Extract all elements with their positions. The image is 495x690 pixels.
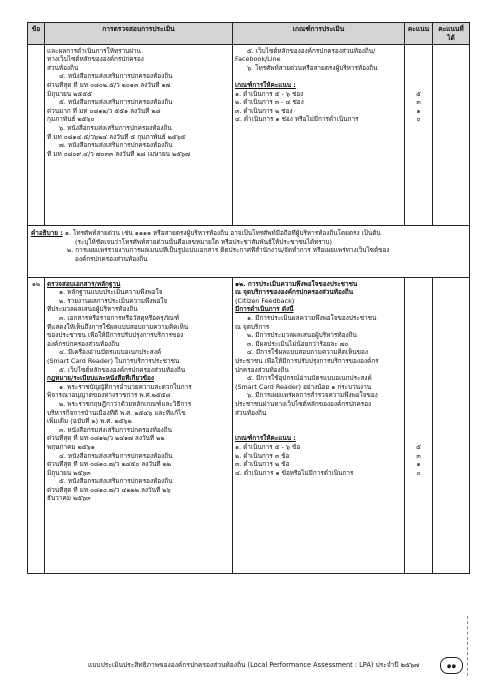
score-value: ๑	[416, 460, 421, 469]
page-footer	[88, 656, 478, 676]
topic-line: ทางเว็บไซต์หลักขององค์กรปกครอง	[47, 55, 144, 64]
topic-line: ด่วนมาก ที่ มท ๐๘๑๒/ว ๕๕๑ ลงวันที่ ๒๘	[47, 106, 161, 115]
criteria-line: ๑. มีการประเมินผลความพึงพอใจของประชาชน	[247, 314, 377, 322]
row-criteria-cell	[233, 278, 405, 574]
criteria-line: Facebook/Line	[235, 55, 281, 64]
criteria-item: ๑. ดำเนินการ ๕ - ๖ ข้อ	[235, 442, 301, 451]
topic-line: ๓. เอกสารหรือรายการหรือวัสดุหรือครุภัณฑ์	[59, 314, 180, 322]
topic-line: พฤษภาคม ๒๕๖๑	[47, 442, 95, 451]
criteria-subheading: มีการดำเนินการ ดังนี้	[235, 305, 294, 314]
row-score-cell	[405, 45, 433, 226]
criteria-line: ๔. มีการใช้ผลแบบสอบถามความคิดเห็นของ	[247, 348, 369, 357]
criteria-line: ๖. โทรศัพท์สายด่วนหรือสายตรงผู้บริหารท้องถิ่น	[247, 63, 378, 72]
criteria-line: ประชาชนผ่านทางเว็บไซต์หลักขององค์กรปกครอง	[235, 399, 372, 408]
note-line: (ระบุให้ชัดเจนว่าโทรศัพท์สายด่วนนั้นคือเลขหมายใด หรือประชาสัมพันธ์ให้ประชาชนได้ทราบ)	[75, 237, 332, 246]
note-line: ๑. โทรศัพท์สายด่วน เช่น ๑๑๑๑ หรือสายตรงผู้บริหารท้องถิ่น อาจเป็นโทรศัพท์มือถือที่ผู้บริหารท้องถิ่นโดยตรง เป็นต้น	[64, 229, 381, 238]
margin-guide	[467, 616, 468, 676]
header-topic: การตรวจสอบการประเมิน	[45, 23, 233, 45]
criteria-heading: เกณฑ์การให้คะแนน :	[235, 81, 296, 89]
criteria-title: ๑๒. การประเมินความพึงพอใจของประชาชน	[235, 279, 358, 288]
score-value: ๑	[416, 106, 421, 115]
topic-line: ด่วนที่สุด ที่ มท ๐๘๑๐.๗/ว ๒๔๕๐ ลงวันที่ ๒๒	[47, 460, 171, 469]
criteria-title: (Citizen Feedback)	[235, 296, 295, 305]
criteria-item: ๔. ดำเนินการ ๑ ช่อง หรือไม่มีการดำเนินการ	[235, 115, 359, 124]
topic-line: ด่วนที่สุด ที่ มท ๐๘๐๒.๕/ว ๒๐๑๓ ลงวันที่ ๑๗	[47, 81, 171, 89]
topic-line: บริหารกิจการบ้านเมืองที่ดี พ.ศ. ๒๕๔๖ และที่แก้ไข	[47, 408, 186, 417]
note-line: ๒. การเผยแพร่รายงานการผลเมนบที่เป็นรูปแบบเอกสาร ติดประกาศที่สำนักงาน/จัดทำการ หรือเผยแพร่ทางเว็บไซต์ของ	[67, 246, 390, 255]
note-line: องค์กรปกครองส่วนท้องถิ่น	[75, 254, 148, 263]
topic-line: ส่วนท้องถิ่น	[47, 63, 79, 72]
header-row	[28, 23, 470, 45]
topic-line: พิจารณาอนุญาตของทางราชการ พ.ศ.๒๕๕๘	[47, 391, 171, 400]
row-no-cell	[28, 45, 45, 226]
page-number-badge: ๑๑	[440, 657, 463, 674]
topic-line: ๑. พระราชบัญญัติการอำนวยความสะดวกในการ	[59, 382, 192, 391]
criteria-item: ๓. ดำเนินการ ๒ ข้อ	[235, 460, 290, 469]
note-label: คำอธิบาย :	[31, 229, 63, 238]
topic-line: ๑. หลักฐานแบบประเมินความพึงพอใจ	[59, 288, 163, 297]
topic-line: มิถุนายน ๒๕๕๕	[47, 89, 92, 98]
topic-line: ของประชาชน เพื่อให้มีการปรับปรุงการบริการของ	[47, 331, 184, 340]
topic-line: (Smart Card Reader) ในการบริการประชาชน	[47, 356, 180, 365]
header-score: คะแนน	[405, 23, 433, 45]
topic-line: และผลการดำเนินการให้ทราบผ่าน	[47, 46, 141, 55]
topic-line: ๔. หนังสือกรมส่งเสริมการปกครองท้องถิ่น	[59, 451, 173, 460]
row-topic-cell	[45, 45, 233, 226]
score-value: ๐	[416, 468, 421, 477]
criteria-line: ประชาชน เพื่อให้มีการปรับปรุงการบริการขององค์กร	[235, 356, 379, 365]
header-got: คะแนนที่ได้	[433, 23, 470, 45]
note-cell	[28, 226, 470, 278]
criteria-title: ณ จุดบริการขององค์กรปกครองส่วนท้องถิ่น	[235, 288, 354, 297]
score-value: ๕	[416, 442, 421, 451]
criteria-line: ๒. มีการประมวลผลเสนอผู้บริหารท้องถิ่น	[247, 331, 357, 340]
topic-line: ธันวาคม ๒๕๖๓	[47, 494, 91, 503]
assessment-table-page	[27, 22, 469, 574]
criteria-item: ๓. ดำเนินการ ๒ ช่อง	[235, 106, 293, 115]
table-row-11-cont	[28, 45, 470, 226]
note-row	[28, 226, 470, 278]
topic-line: ๓. หนังสือกรมส่งเสริมการปกครองท้องถิ่น	[59, 425, 173, 434]
topic-line: ที่ประมวลผลเสนอผู้บริหารท้องถิ่น	[47, 305, 138, 314]
score-value: ๕	[416, 89, 421, 98]
row-got-cell	[433, 278, 470, 574]
criteria-heading: เกณฑ์การให้คะแนน :	[235, 434, 296, 443]
topic-heading: ตรวจสอบเอกสาร/หลักฐาน	[47, 279, 121, 288]
topic-line: กุมภาพันธ์ ๒๕๖๐	[47, 115, 95, 124]
topic-line: มิถุนายน ๒๕๖๓	[47, 468, 91, 477]
criteria-line: ๖. มีการเผยแพร่ผลการสำรวจความพึงพอใจของ	[247, 391, 378, 400]
topic-line: ๒. พระราชกฤษฎีกาว่าด้วยหลักเกณฑ์และวิธีการ	[59, 399, 192, 408]
row-got-cell	[433, 45, 470, 226]
criteria-line: ๕. เว็บไซต์หลักขององค์กรปกครองส่วนท้องถิ่น/	[247, 46, 376, 55]
topic-line: ๖. หนังสือกรมส่งเสริมการปกครองท้องถิ่น	[59, 123, 172, 132]
criteria-line: ๕. มีการใช้อุปกรณ์อ่านบัตรแบบอเนกประสงค์	[247, 374, 372, 383]
topic-line: ๕. หนังสือกรมส่งเสริมการปกครองท้องถิ่น	[59, 98, 173, 107]
row-score-cell	[405, 278, 433, 574]
topic-line: เพิ่มเติม (ฉบับที่ ๒) พ.ศ. ๒๕๖๒	[47, 417, 132, 426]
topic-line: ด่วนที่สุด ที่ มท ๐๘๑๒/ว ๒๔๑๗ ลงวันที่ ๒๒	[47, 434, 165, 443]
criteria-line: (Smart Card Reader) อย่างน้อย ๑ กระบวนงาน	[235, 382, 372, 391]
topic-line: ที่ มท ๐๘๐๙.๔/ว ๗๐๓๓ ลงวันที่ ๒๘ เมษายน ๒๕๖๗	[47, 149, 190, 158]
topic-line: ๔. มีเครื่องอ่านบัตรแบบอเนกประสงค์	[59, 348, 162, 357]
assessment-table	[27, 22, 470, 574]
topic-line: ด่วนที่สุด ที่ มท ๐๘๑๐.๗/ว ๔๒๒๒ ลงวันที่ ๒๖	[47, 485, 171, 494]
footer-text: แบบประเมินประสิทธิภาพขององค์กรปกครองส่วนท้องถิ่น (Local Performance Assessment : LPA) ประจำปี ๒๕๖๗	[88, 661, 420, 669]
criteria-item: ๒. ดำเนินการ ๓ ข้อ	[235, 451, 290, 460]
header-no: ข้อ	[28, 23, 45, 45]
table-row-12	[28, 278, 470, 574]
score-value: ๓	[416, 451, 421, 460]
row-criteria-cell	[233, 45, 405, 226]
topic-line: ๕. เว็บไซต์หลักขององค์กรปกครองส่วนท้องถิ่น	[59, 365, 186, 374]
topic-line: ๗. หนังสือกรมส่งเสริมการปกครองท้องถิ่น	[59, 141, 173, 150]
score-value: ๐	[416, 115, 421, 124]
topic-line: ๕. หนังสือกรมส่งเสริมการปกครองท้องถิ่น	[59, 477, 173, 486]
criteria-item: ๒. ดำเนินการ ๓ - ๔ ช่อง	[235, 98, 304, 107]
criteria-line: ๓. มีผลประเมินไม่น้อยกว่าร้อยละ ๗๐	[247, 339, 349, 348]
topic-line: องค์กรปกครองส่วนท้องถิ่น	[47, 339, 120, 348]
criteria-item: ๑. ดำเนินการ ๕ - ๖ ช่อง	[235, 89, 304, 98]
header-criteria: เกณฑ์การประเมิน	[233, 23, 405, 45]
criteria-item: ๔. ดำเนินการ ๑ ข้อหรือไม่มีการดำเนินการ	[235, 468, 354, 477]
score-value: ๓	[416, 98, 421, 107]
topic-line: ที่ มท ๐๘๑๔.๕/ว๖๒๔ ลงวันที่ ๕ กุมภาพันธ์ ๒๕๖๕	[47, 132, 186, 141]
topic-line: ๔. หนังสือกรมส่งเสริมการปกครองท้องถิ่น	[59, 72, 173, 81]
law-heading: กฎหมาย/ระเบียบและหนังสือที่เกี่ยวข้อง	[47, 374, 154, 383]
row-no-cell: ๑๒	[28, 278, 45, 574]
criteria-line: ปกครองส่วนท้องถิ่น	[235, 365, 289, 374]
topic-line: ที่แสดงให้เห็นถึงการใช้ผลแบบสอบถามความคิดเห็น	[47, 322, 189, 331]
topic-line: ๒. รายงานผลการประเมินความพึงพอใจ	[59, 296, 168, 305]
row-topic-cell	[45, 278, 233, 574]
criteria-line: ณ จุดบริการ	[235, 322, 270, 331]
criteria-line: ส่วนท้องถิ่น	[235, 408, 267, 417]
